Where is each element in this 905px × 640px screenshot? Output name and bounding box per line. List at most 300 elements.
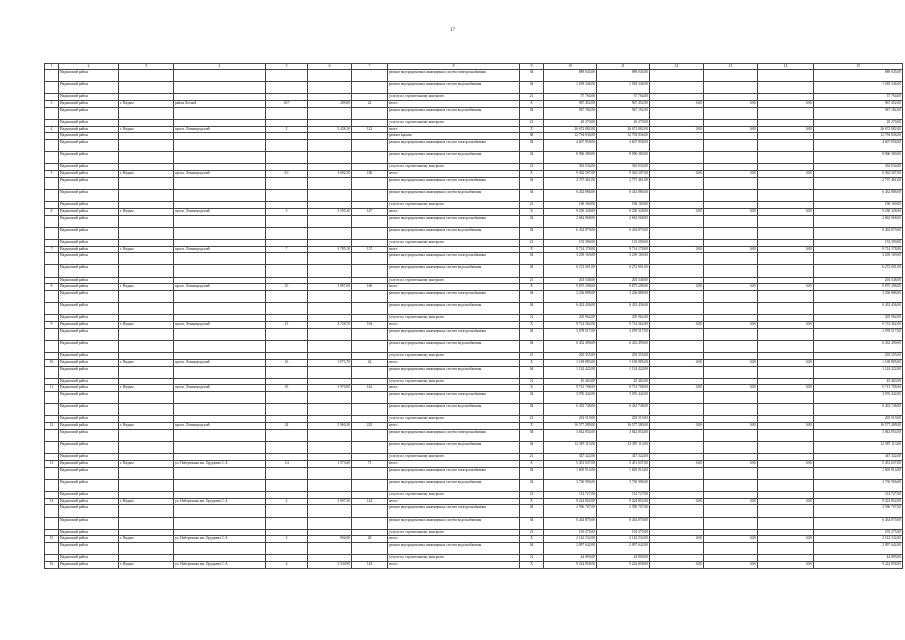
district-cell: Надымский район [59,359,119,366]
table-row [45,467,903,479]
code-cell: 08 [520,133,544,140]
final-cost-cell: 44 890,00 [814,555,903,562]
table-row [45,227,903,239]
house-cell [266,253,308,265]
city-cell [119,404,174,416]
row-number-cell [45,366,59,378]
table-row [45,94,903,101]
budget-cost-cell [650,152,704,164]
budget-cost-cell [650,340,704,352]
city-cell: г. Надым [119,359,174,366]
street-cell [174,454,266,461]
other-cost-cell [758,70,814,82]
owner-cost-cell [704,479,758,491]
work-type-cell: итого [388,284,520,291]
house-cell [266,227,308,239]
street-cell [174,177,266,189]
owner-cost-cell [704,505,758,517]
residents-cell [352,291,388,303]
street-cell [174,392,266,404]
budget-cost-cell: 0,00 [650,385,704,392]
city-cell [119,277,174,284]
work-type-cell: ремонт внутридомовых инженерных систем электроснабжения [388,70,520,82]
other-cost-cell [758,215,814,227]
district-cell: Надымский район [59,467,119,479]
residents-cell [352,529,388,536]
work-type-cell: ремонт внутридомовых инженерных систем водоснабжения [388,82,520,94]
other-cost-cell: 0,00 [758,460,814,467]
fund-cost-cell: 205 962,00 [597,315,650,322]
total-cost-cell: 9 713 708,00 [544,385,597,392]
code-cell: 04 [520,107,544,119]
row-number-cell [45,202,59,209]
city-cell [119,265,174,277]
city-cell: г. Надым [119,460,174,467]
final-cost-cell: 9 714 178,00 [814,246,903,253]
other-cost-cell: 0,00 [758,498,814,505]
street-cell [174,215,266,227]
final-cost-cell: 3 076 442,00 [814,392,903,404]
work-type-cell: ремонт внутридомовых инженерных систем электроснабжения [388,177,520,189]
street-cell: просп. Ленинградский [174,359,266,366]
capital-repair-table [44,63,903,569]
house-cell [266,392,308,404]
house-cell: 2 [266,126,308,133]
house-cell: 3 [266,536,308,543]
area-cell [308,70,352,82]
final-cost-cell: 153 390,00 [814,239,903,246]
other-cost-cell [758,94,814,101]
other-cost-cell: 0,00 [758,126,814,133]
owner-cost-cell [704,119,758,126]
total-cost-cell: 203 355,00 [544,353,597,360]
street-cell: ул. Набережная им. Оруджева С.А. [174,561,266,568]
fund-cost-cell: 9 362 507,00 [597,171,650,178]
work-type-cell: ремонт внутридомовых инженерных систем водоснабжения [388,265,520,277]
street-cell: ул. Набережная им. Оруджева С.А. [174,498,266,505]
code-cell: 04 [520,227,544,239]
residents-cell [352,152,388,164]
owner-cost-cell: 0,00 [704,498,758,505]
district-cell: Надымский район [59,82,119,94]
residents-cell: 225 [352,423,388,430]
house-cell [266,239,308,246]
code-cell: 21 [520,239,544,246]
area-cell [308,491,352,498]
district-cell: Надымский район [59,392,119,404]
table-row [45,505,903,517]
code-cell: X [520,126,544,133]
table-row [45,107,903,119]
work-type-cell: итого [388,536,520,543]
fund-cost-cell: 44 890,00 [597,555,650,562]
table-row [45,561,903,568]
row-number-cell: 10 [45,359,59,366]
total-cost-cell: 57 764,00 [544,94,597,101]
house-cell [266,505,308,517]
budget-cost-cell [650,529,704,536]
fund-cost-cell: 889 045,00 [597,70,650,82]
row-number-cell [45,505,59,517]
table-row [45,517,903,529]
residents-cell: 28 [352,536,388,543]
work-type-cell: итого [388,498,520,505]
district-cell: Надымский район [59,215,119,227]
fund-cost-cell: 26 672 082,00 [597,126,650,133]
owner-cost-cell [704,82,758,94]
work-type-cell: услуги по строительному контролю [388,555,520,562]
house-cell [266,479,308,491]
code-cell: X [520,561,544,568]
owner-cost-cell [704,291,758,303]
budget-cost-cell [650,202,704,209]
area-cell [308,94,352,101]
row-number-cell [45,467,59,479]
table-row [45,164,903,171]
residents-cell [352,119,388,126]
fund-cost-cell: 9 713 708,00 [597,385,650,392]
other-cost-cell [758,505,814,517]
code-cell: 04 [520,543,544,555]
district-cell: Надымский район [59,101,119,108]
house-cell [266,70,308,82]
budget-cost-cell: 0,00 [650,208,704,215]
work-type-cell: ремонт внутридомовых инженерных систем водоснабжения [388,107,520,119]
residents-cell [352,555,388,562]
budget-cost-cell [650,277,704,284]
row-number-cell: 4 [45,126,59,133]
column-number-cell: 7 [352,64,388,70]
residents-cell [352,164,388,171]
residents-cell [352,315,388,322]
row-number-cell [45,277,59,284]
area-cell [308,442,352,454]
final-cost-cell: 205 962,00 [814,315,903,322]
fund-cost-cell: 16 577 289,00 [597,423,650,430]
city-cell [119,70,174,82]
residents-cell [352,277,388,284]
code-cell: 21 [520,491,544,498]
owner-cost-cell [704,215,758,227]
total-cost-cell: 196 160,00 [544,202,597,209]
other-cost-cell [758,555,814,562]
district-cell: Надымский район [59,164,119,171]
area-cell [308,467,352,479]
area-cell [308,239,352,246]
city-cell [119,152,174,164]
final-cost-cell: 889 045,00 [814,70,903,82]
area-cell: 3 785,10 [308,246,352,253]
work-type-cell: услуги по строительному контролю [388,94,520,101]
table-row [45,353,903,360]
budget-cost-cell [650,378,704,385]
street-cell [174,328,266,340]
street-cell [174,164,266,171]
fund-cost-cell: 1 018 346,00 [597,82,650,94]
residents-cell [352,253,388,265]
total-cost-cell: 20 270,00 [544,119,597,126]
work-type-cell: итого [388,101,520,108]
owner-cost-cell [704,189,758,201]
column-number-cell: 11 [597,64,650,70]
city-cell [119,442,174,454]
other-cost-cell [758,467,814,479]
budget-cost-cell [650,239,704,246]
other-cost-cell [758,416,814,423]
city-cell: г. Надым [119,423,174,430]
row-number-cell [45,392,59,404]
house-cell: 10/7 [266,101,308,108]
budget-cost-cell [650,416,704,423]
final-cost-cell: 2 142 532,00 [814,536,903,543]
residents-cell [352,392,388,404]
street-cell [174,529,266,536]
code-cell: X [520,208,544,215]
area-cell: 209,00 [308,101,352,108]
residents-cell [352,227,388,239]
city-cell: г. Надым [119,561,174,568]
house-cell [266,215,308,227]
code-cell: 21 [520,529,544,536]
budget-cost-cell [650,253,704,265]
budget-cost-cell: 0,00 [650,460,704,467]
owner-cost-cell: 0,00 [704,561,758,568]
district-cell: Надымский район [59,202,119,209]
total-cost-cell: 12 794 836,00 [544,133,597,140]
district-cell: Надымский район [59,239,119,246]
fund-cost-cell: 6 434 870,00 [597,517,650,529]
owner-cost-cell [704,366,758,378]
final-cost-cell: 6 432 886,00 [814,189,903,201]
residents-cell [352,366,388,378]
area-cell [308,253,352,265]
area-cell: 3 697,30 [308,498,352,505]
street-cell [174,416,266,423]
owner-cost-cell: 0,00 [704,359,758,366]
work-type-cell: итого [388,171,520,178]
final-cost-cell: 9 250 328,00 [814,208,903,215]
owner-cost-cell: 0,00 [704,284,758,291]
total-cost-cell: 5 451 637,00 [544,460,597,467]
work-type-cell: итого [388,322,520,329]
budget-cost-cell: 0,00 [650,498,704,505]
row-number-cell [45,479,59,491]
other-cost-cell [758,429,814,441]
work-type-cell: услуги по строительному контролю [388,202,520,209]
city-cell [119,189,174,201]
area-cell [308,340,352,352]
district-cell: Надымский район [59,517,119,529]
table-row [45,246,903,253]
column-number-cell: 8 [388,64,520,70]
residents-cell [352,543,388,555]
row-number-cell [45,543,59,555]
owner-cost-cell [704,340,758,352]
code-cell: 21 [520,277,544,284]
owner-cost-cell [704,467,758,479]
column-number-cell: 13 [704,64,758,70]
code-cell: 21 [520,119,544,126]
house-cell [266,366,308,378]
fund-cost-cell: 4 607 858,00 [597,140,650,152]
work-type-cell: итого [388,460,520,467]
residents-cell [352,177,388,189]
row-number-cell [45,491,59,498]
code-cell: X [520,246,544,253]
residents-cell [352,189,388,201]
city-cell [119,543,174,555]
owner-cost-cell [704,239,758,246]
other-cost-cell: 0,00 [758,561,814,568]
city-cell: г. Надым [119,171,174,178]
area-cell [308,416,352,423]
area-cell: 5 960,30 [308,423,352,430]
fund-cost-cell: 3 842 854,00 [597,429,650,441]
total-cost-cell: 12 387 113,00 [544,442,597,454]
budget-cost-cell [650,140,704,152]
work-type-cell: ремонт внутридомовых инженерных систем водоснабжения [388,442,520,454]
table-row [45,208,903,215]
other-cost-cell: 0,00 [758,536,814,543]
other-cost-cell [758,239,814,246]
final-cost-cell: 12 387 113,00 [814,442,903,454]
fund-cost-cell: 203 519,00 [597,416,650,423]
table-row [45,392,903,404]
total-cost-cell: 9 362 507,00 [544,171,597,178]
city-cell [119,392,174,404]
other-cost-cell [758,442,814,454]
street-cell: просп. Ленинградский [174,126,266,133]
code-cell: 04 [520,82,544,94]
house-cell [266,177,308,189]
other-cost-cell [758,454,814,461]
table-row [45,555,903,562]
row-number-cell: 16 [45,561,59,568]
final-cost-cell: 3 236 888,00 [814,291,903,303]
district-cell: Надымский район [59,416,119,423]
owner-cost-cell [704,94,758,101]
residents-cell: 164 [352,322,388,329]
final-cost-cell: 363 034,00 [814,164,903,171]
table-row [45,328,903,340]
code-cell: 04 [520,70,544,82]
owner-cost-cell [704,265,758,277]
final-cost-cell: 203 355,00 [814,353,903,360]
street-cell [174,366,266,378]
house-cell [266,442,308,454]
total-cost-cell: 203 519,00 [544,416,597,423]
house-cell [266,378,308,385]
final-cost-cell: 4 607 858,00 [814,140,903,152]
total-cost-cell: 193 275,00 [544,529,597,536]
work-type-cell: ремонт внутридомовых инженерных систем водоснабжения [388,404,520,416]
code-cell: 04 [520,404,544,416]
area-cell: 1 573,60 [308,460,352,467]
table-row [45,498,903,505]
street-cell [174,239,266,246]
other-cost-cell [758,303,814,315]
budget-cost-cell [650,505,704,517]
budget-cost-cell [650,315,704,322]
city-cell [119,378,174,385]
fund-cost-cell: 45 463,00 [597,378,650,385]
area-cell [308,277,352,284]
residents-cell: 137 [352,246,388,253]
total-cost-cell: 3 730 996,00 [544,479,597,491]
other-cost-cell [758,227,814,239]
district-cell: Надымский район [59,315,119,322]
residents-cell [352,353,388,360]
other-cost-cell: 0,00 [758,101,814,108]
budget-cost-cell: 0,00 [650,101,704,108]
fund-cost-cell: 5 451 637,00 [597,460,650,467]
area-cell [308,189,352,201]
column-number-cell: 15 [814,64,903,70]
district-cell: Надымский район [59,328,119,340]
code-cell: 21 [520,315,544,322]
table-row [45,416,903,423]
area-cell [308,328,352,340]
street-cell: просп. Ленинградский [174,322,266,329]
street-cell [174,227,266,239]
other-cost-cell [758,164,814,171]
street-cell [174,442,266,454]
fund-cost-cell: 6 434 870,00 [597,227,650,239]
area-cell [308,555,352,562]
house-cell [266,529,308,536]
house-cell [266,107,308,119]
budget-cost-cell [650,189,704,201]
city-cell [119,505,174,517]
row-number-cell [45,454,59,461]
owner-cost-cell [704,133,758,140]
row-number-cell: 7 [45,246,59,253]
budget-cost-cell [650,265,704,277]
code-cell: 21 [520,416,544,423]
owner-cost-cell: 0,00 [704,101,758,108]
residents-cell [352,107,388,119]
residents-cell [352,215,388,227]
work-type-cell: ремонт внутридомовых инженерных систем водоснабжения [388,303,520,315]
fund-cost-cell: 6 432 436,00 [597,303,650,315]
city-cell [119,253,174,265]
owner-cost-cell [704,253,758,265]
table-row [45,315,903,322]
residents-cell: 166 [352,284,388,291]
table-row [45,126,903,133]
row-number-cell: 6 [45,208,59,215]
row-number-cell [45,529,59,536]
column-number-cell: 6 [308,64,352,70]
owner-cost-cell: 0,00 [704,536,758,543]
budget-cost-cell [650,70,704,82]
owner-cost-cell [704,227,758,239]
street-cell [174,429,266,441]
final-cost-cell: 26 672 082,00 [814,126,903,133]
fund-cost-cell: 3 078 517,00 [597,328,650,340]
row-number-cell [45,429,59,441]
street-cell [174,340,266,352]
budget-cost-cell [650,303,704,315]
code-cell: 04 [520,517,544,529]
house-cell [266,152,308,164]
owner-cost-cell: 0,00 [704,246,758,253]
fund-cost-cell: 3 236 888,00 [597,291,650,303]
total-cost-cell: 9 875 298,00 [544,284,597,291]
other-cost-cell [758,517,814,529]
table-row [45,385,903,392]
budget-cost-cell [650,467,704,479]
